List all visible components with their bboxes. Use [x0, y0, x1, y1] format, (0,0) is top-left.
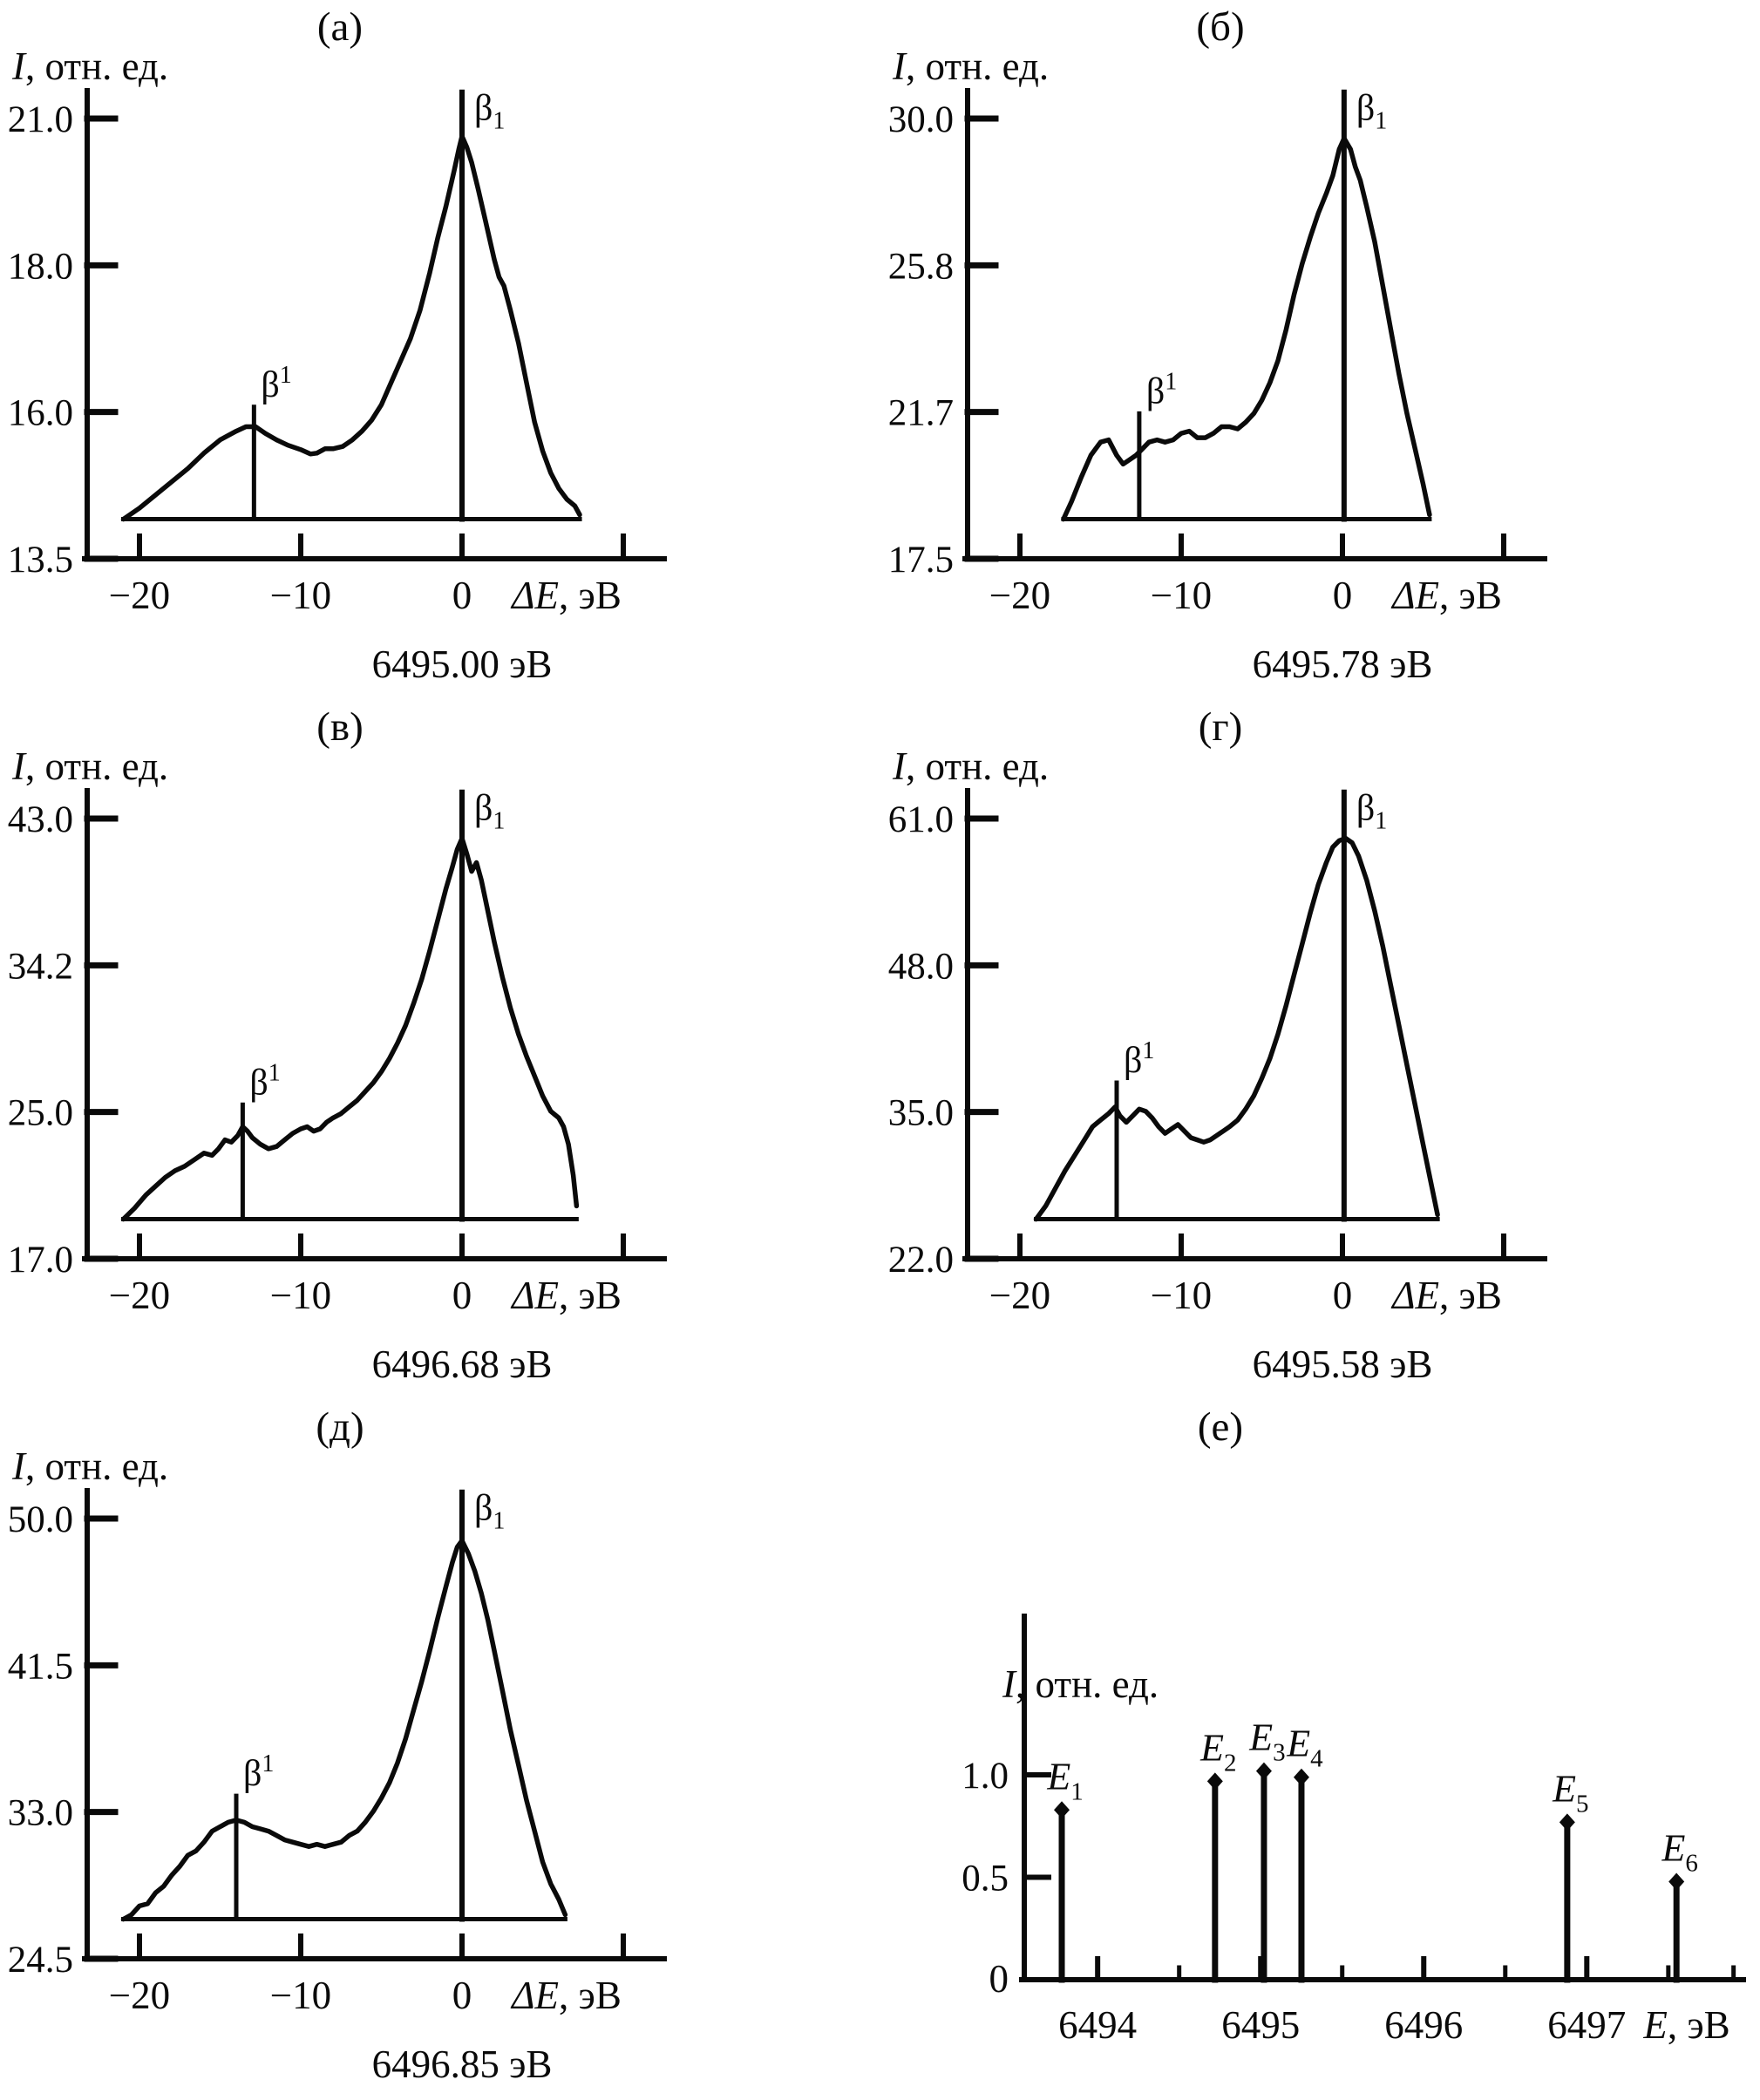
y-axis-label	[12, 44, 168, 89]
svg-text:β1: $\beta^1$	[249, 1059, 281, 1104]
svg-text:β1: $\beta_1$	[474, 88, 506, 135]
svg-text:−20: −20	[108, 1274, 171, 1317]
svg-text:ΔE, эВ: ΔE, эВ	[512, 574, 622, 617]
center-energy-label: 6495.00 эВ	[371, 642, 553, 686]
spectrum-plot-a	[0, 84, 697, 659]
y-axis-label-symbol: I	[12, 44, 25, 88]
svg-text:22.0: 22.0	[887, 1240, 954, 1281]
svg-text:ΔE, эВ: ΔE, эВ	[1392, 574, 1502, 617]
svg-text:17.0: 17.0	[7, 1240, 73, 1281]
svg-text:E5: $E_5$	[1553, 1767, 1589, 1818]
y-axis-label	[12, 744, 168, 789]
panel-title: (а)	[316, 4, 364, 50]
svg-text:18.0: 18.0	[7, 246, 73, 288]
spectrum-panel-a	[0, 0, 880, 700]
svg-text:25.8: 25.8	[887, 246, 954, 288]
center-energy-label: 6495.58 эВ	[1252, 1342, 1433, 1386]
y-axis-label-units: , отн. ед.	[25, 1444, 169, 1488]
svg-text:−20: −20	[989, 1274, 1051, 1317]
y-axis-label-units: , отн. ед.	[906, 744, 1050, 788]
panel-title: (б)	[1196, 4, 1245, 50]
svg-text:E2: $E_2$	[1200, 1726, 1237, 1777]
center-energy-label: 6496.68 эВ	[371, 1342, 553, 1386]
spectrum-plot-d	[0, 1484, 697, 2059]
svg-text:35.0: 35.0	[887, 1092, 954, 1134]
svg-text:48.0: 48.0	[887, 946, 954, 988]
svg-text:β1: $\beta^1$	[243, 1750, 275, 1795]
svg-text:34.2: 34.2	[7, 946, 73, 988]
svg-text:E4: $E_4$	[1287, 1722, 1323, 1773]
y-axis-label	[893, 44, 1049, 89]
svg-text:6497: 6497	[1547, 2003, 1627, 2047]
svg-text:−10: −10	[269, 574, 332, 617]
svg-text:E6: $E_6$	[1661, 1826, 1698, 1878]
spectrum-panel-b	[880, 0, 1760, 700]
svg-text:E, эВ: E, эВ	[1643, 2003, 1730, 2047]
svg-text:6495: 6495	[1221, 2003, 1301, 2047]
y-axis-label-units: , отн. ед.	[906, 44, 1050, 88]
svg-text:β1: $\beta^1$	[261, 361, 292, 405]
svg-text:β1: $\beta^1$	[1124, 1037, 1155, 1081]
svg-text:33.0: 33.0	[7, 1792, 73, 1834]
panel-title: (в)	[316, 704, 364, 750]
svg-text:13.5: 13.5	[7, 540, 73, 581]
svg-text:β1: $\beta^1$	[1145, 368, 1178, 412]
svg-text:0: 0	[452, 1974, 472, 2017]
spectrum-panel-d	[0, 1400, 880, 2100]
svg-text:43.0: 43.0	[7, 799, 73, 840]
y-axis-label-units: , отн. ед.	[1016, 1662, 1159, 1706]
y-axis-label-symbol: I	[12, 744, 25, 788]
svg-text:16.0: 16.0	[7, 392, 73, 434]
svg-text:E1: $E_1$	[1047, 1755, 1084, 1806]
y-axis-label-symbol: I	[893, 744, 906, 788]
svg-text:17.5: 17.5	[887, 540, 954, 581]
svg-text:ΔE, эВ: ΔE, эВ	[512, 1274, 622, 1317]
svg-text:β1: $\beta_1$	[474, 1488, 506, 1535]
svg-text:β1: $\beta_1$	[1356, 788, 1388, 835]
svg-text:0: 0	[452, 574, 472, 617]
panel-title: (г)	[1198, 704, 1243, 750]
y-axis-label-symbol: I	[893, 44, 906, 88]
svg-text:−20: −20	[989, 574, 1051, 617]
svg-text:0: 0	[989, 1957, 1009, 2001]
svg-text:−10: −10	[1150, 1274, 1213, 1317]
svg-text:21.7: 21.7	[887, 392, 954, 434]
y-axis-label-symbol: I	[12, 1444, 25, 1488]
spectrum-panel-v	[0, 700, 880, 1400]
stick-panel-e	[880, 1400, 1760, 2100]
svg-text:−10: −10	[269, 1974, 332, 2017]
spectrum-plot-b	[880, 84, 1578, 659]
center-energy-label: 6496.85 эВ	[371, 2042, 553, 2086]
spectrum-plot-v	[0, 784, 697, 1359]
svg-text:−20: −20	[108, 1974, 171, 2017]
svg-text:6496: 6496	[1384, 2003, 1464, 2047]
svg-text:6494: 6494	[1058, 2003, 1138, 2047]
svg-text:ΔE, эВ: ΔE, эВ	[1392, 1274, 1502, 1317]
svg-text:−10: −10	[1150, 574, 1213, 617]
svg-text:0.5: 0.5	[962, 1858, 1009, 1900]
panel-title: (е)	[1197, 1404, 1244, 1450]
svg-text:β1: $\beta_1$	[1356, 88, 1388, 135]
svg-text:24.5: 24.5	[7, 1940, 73, 1981]
svg-text:61.0: 61.0	[887, 799, 954, 840]
spectrum-panel-g	[880, 700, 1760, 1400]
spectrum-plot-g	[880, 784, 1578, 1359]
panel-title: (д)	[316, 1404, 364, 1450]
svg-text:ΔE, эВ: ΔE, эВ	[512, 1974, 622, 2017]
svg-text:0: 0	[1332, 1274, 1353, 1317]
svg-text:−20: −20	[108, 574, 171, 617]
svg-text:41.5: 41.5	[7, 1646, 73, 1688]
svg-text:30.0: 30.0	[887, 99, 954, 140]
center-energy-label: 6495.78 эВ	[1252, 642, 1433, 686]
svg-text:50.0: 50.0	[7, 1499, 73, 1540]
y-axis-label-units: , отн. ед.	[25, 44, 169, 88]
y-axis-label-units: , отн. ед.	[25, 744, 169, 788]
y-axis-label	[12, 1444, 168, 1489]
y-axis-label-symbol: I	[1002, 1662, 1016, 1706]
svg-text:21.0: 21.0	[7, 99, 73, 140]
svg-text:E3: $E_3$	[1249, 1716, 1286, 1767]
y-axis-label	[893, 744, 1049, 789]
svg-text:0: 0	[1332, 574, 1353, 617]
svg-text:0: 0	[452, 1274, 472, 1317]
svg-text:−10: −10	[269, 1274, 332, 1317]
svg-text:β1: $\beta_1$	[474, 788, 506, 835]
svg-text:1.0: 1.0	[962, 1756, 1009, 1797]
svg-text:25.0: 25.0	[7, 1092, 73, 1134]
stick-plot-e	[880, 1609, 1752, 2097]
